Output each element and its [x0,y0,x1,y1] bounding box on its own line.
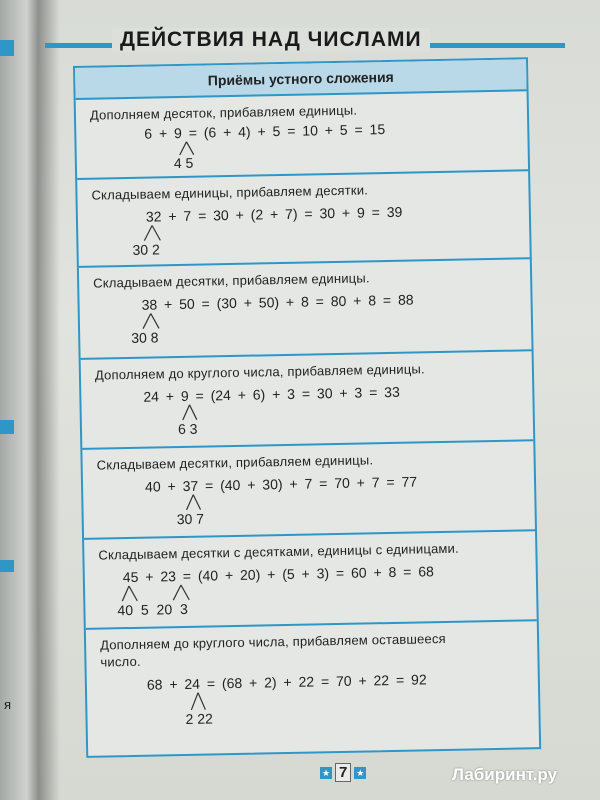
method-rule-continued: число. [100,653,141,670]
method-rule: Складываем десятки, прибавляем единицы. [96,452,374,473]
method-section [77,171,530,268]
adjacent-page-text: я [4,697,12,712]
method-rule: Складываем единицы, прибавляем десятки. [91,182,369,203]
decomposition-parts: 4 5 [173,154,194,172]
method-rule: Дополняем до круглого числа, прибавляем единицы. [94,361,425,383]
decomposition-parts: 30 7 [176,510,205,528]
table-header: Приёмы устного сложения [75,59,527,100]
method-rule: Дополняем десяток, прибавляем единицы. [89,102,358,123]
decomposition-parts: 2 22 [185,710,213,727]
decomposition-bracket [115,586,151,603]
decomposition-parts: 30 8 [131,329,159,346]
method-rule: Складываем десятки с десятками, единицы с единицами. [98,540,460,563]
page-number: 7 [335,763,351,782]
decomposition-parts: 30 2 [132,241,160,258]
decomposition-bracket [136,225,166,242]
adjacent-page-band [0,560,14,572]
decomposition-parts: 40 5 20 3 [117,600,188,619]
decomposition-bracket [175,405,205,422]
adjacent-page-band [0,40,14,56]
method-expression: 6 + 9 = (6 + 4) + 5 = 10 + 5 = 15 [144,121,386,142]
star-icon: ★ [321,767,331,778]
page-number-footer [320,763,366,782]
decomposition-bracket [135,313,165,330]
method-expression: 32 + 7 = 30 + (2 + 7) = 30 + 9 = 39 [145,203,403,225]
methods-table [73,57,541,758]
method-section [79,259,532,360]
decomposition-bracket [165,585,201,602]
method-expression: 68 + 24 = (68 + 2) + 22 = 70 + 22 = 92 [146,671,427,693]
method-section [86,621,539,740]
decomposition-bracket [178,494,208,511]
method-rule: Складываем десятки, прибавляем единицы. [93,270,370,291]
adjacent-page-band [0,420,14,434]
page-spine-shadow [38,0,60,800]
page-title: ДЕЙСТВИЯ НАД ЧИСЛАМИ [112,28,430,52]
method-section [82,441,535,540]
method-rule: Дополняем до круглого числа, прибавляем оставшееся [99,630,446,653]
star-icon: ★ [356,767,365,778]
adjacent-page-edge [0,0,38,800]
method-expression: 40 + 37 = (40 + 30) + 7 = 70 + 7 = 77 [144,473,418,495]
method-expression: 24 + 9 = (24 + 6) + 3 = 30 + 3 = 33 [143,383,400,405]
method-section [76,91,528,180]
method-section [84,531,537,630]
decomposition-parts: 6 3 [177,420,198,438]
method-expression: 38 + 50 = (30 + 50) + 8 = 80 + 8 = 88 [141,291,414,313]
watermark: Лабиринт.ру [452,765,558,784]
decomposition-bracket [183,692,213,711]
method-expression: 45 + 23 = (40 + 20) + (5 + 3) = 60 + 8 = 68 [122,563,435,586]
method-section [81,351,534,450]
